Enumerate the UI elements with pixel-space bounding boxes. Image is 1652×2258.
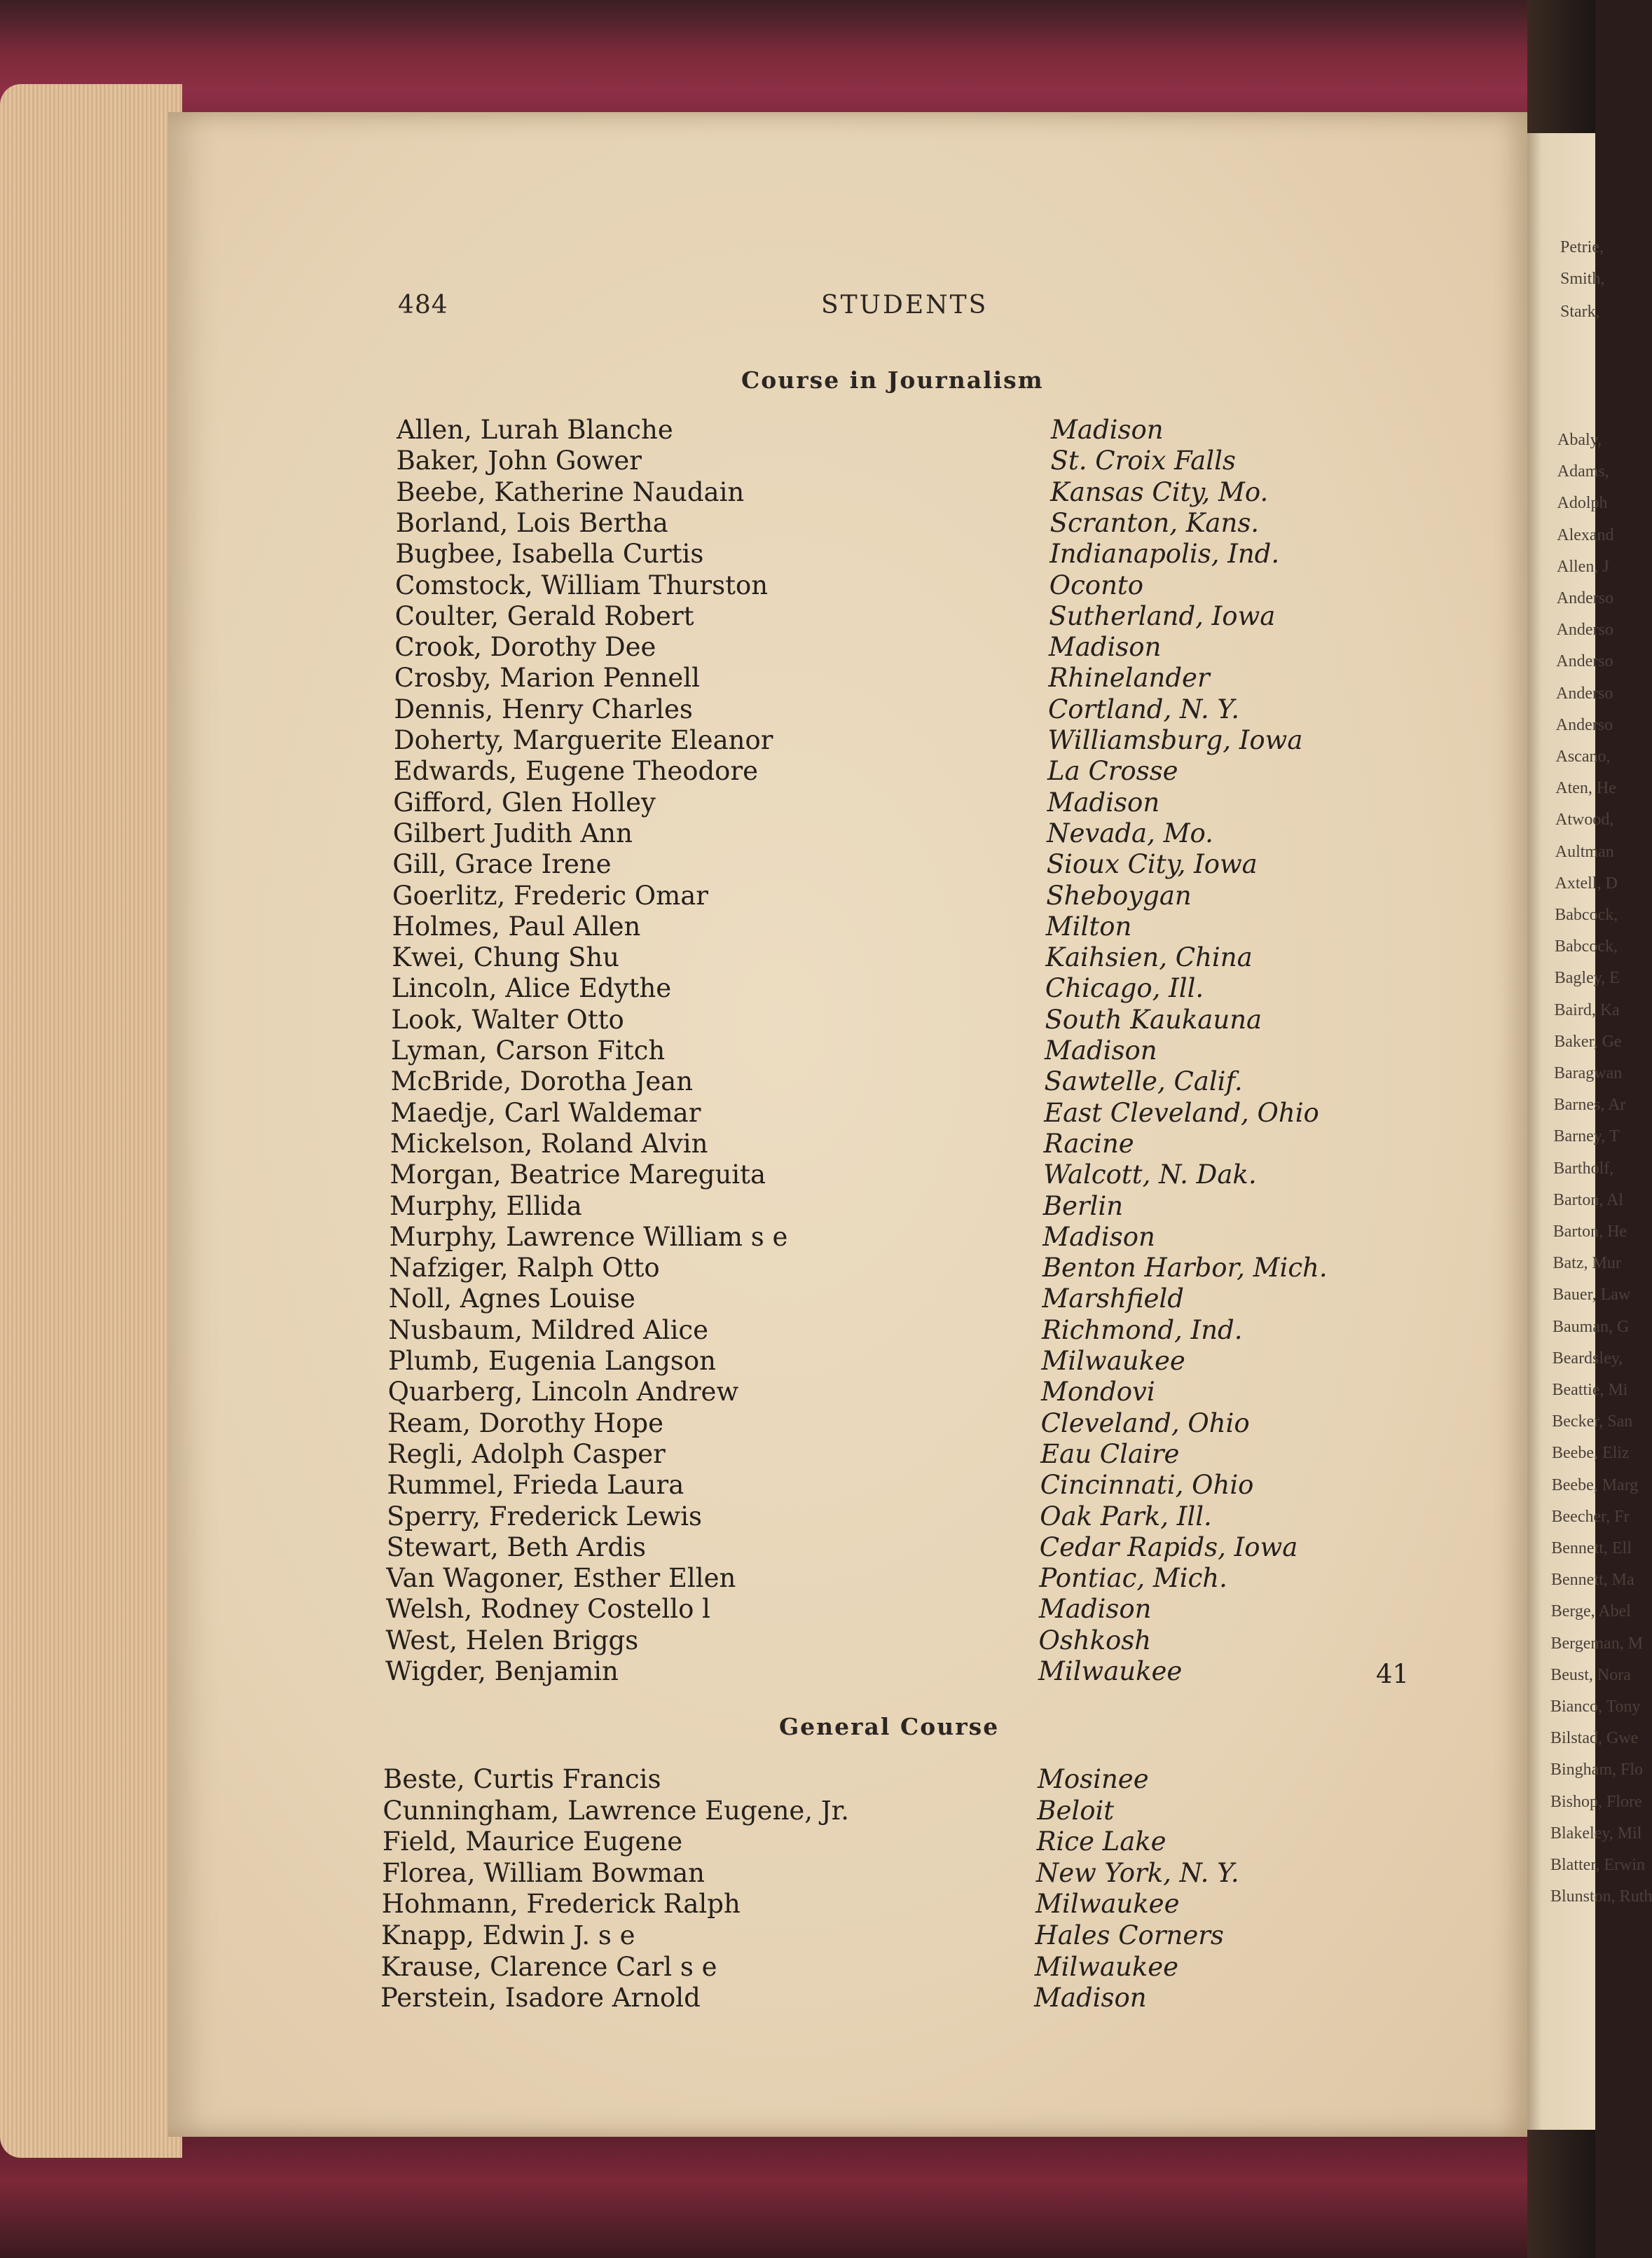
adjacent-page-fragment: Anderso [1555,715,1613,734]
student-name: Rummel, Frieda Laura [387,1470,684,1501]
adjacent-page-fragment: Ascano, [1555,748,1611,766]
student-name: Quarberg, Lincoln Andrew [387,1377,739,1407]
student-row [0,1407,1250,1440]
student-row [0,632,1162,664]
adjacent-page-fragment: Beardsley, [1552,1349,1623,1368]
adjacent-page-fragment: Smith, [1560,270,1605,288]
student-hometown: Madison [1051,415,1164,445]
adjacent-page-fragment: Aten, He [1555,779,1616,798]
student-hometown: Sheboygan [1046,880,1192,911]
adjacent-page-fragment: Barney, T [1553,1127,1620,1146]
student-name: Cunningham, Lawrence Eugene, Jr. [383,1795,850,1826]
student-hometown: South Kaukauna [1045,1004,1262,1035]
student-name: Coulter, Gerald Robert [394,600,694,631]
student-row [0,1097,1319,1130]
adjacent-page-fragment: Adams, [1557,462,1609,481]
adjacent-page-fragment: Bilstad, Gwe [1550,1729,1639,1748]
student-name: Morgan, Beatrice Mareguita [390,1159,766,1190]
student-row [0,1795,1115,1828]
adjacent-page-fragment: Blakeley, Mil [1550,1824,1642,1843]
student-name: Bugbee, Isabella Curtis [395,539,704,570]
student-name: Mickelson, Roland Alvin [390,1128,708,1159]
student-name: Ream, Dorothy Hope [387,1407,663,1438]
student-hometown: Cleveland, Ohio [1040,1407,1250,1438]
adjacent-page-fragment: Allen, J [1557,557,1609,576]
adjacent-page-fragment: Babcock, [1555,906,1618,924]
page-title: STUDENTS [821,291,989,319]
student-hometown: Marshfield [1042,1283,1184,1314]
student-row [0,818,1213,851]
student-row [0,1283,1184,1316]
student-hometown: Mosinee [1038,1764,1149,1794]
student-hometown: Madison [1048,632,1162,663]
student-hometown: Hales Corners [1035,1920,1224,1950]
student-row [0,1983,1147,2015]
student-name: Nafziger, Ralph Otto [389,1253,660,1283]
student-row [0,725,1303,757]
student-name: Florea, William Bowman [382,1857,705,1888]
adjacent-page-fragment: Bauer, Law [1553,1286,1631,1304]
student-name: Dennis, Henry Charles [394,694,693,724]
student-name: McBride, Dorotha Jean [390,1066,694,1097]
student-hometown: New York, N. Y. [1035,1857,1239,1888]
student-name: Hohmann, Frederick Ralph [381,1889,741,1920]
student-hometown: Madison [1038,1594,1152,1625]
adjacent-page-fragment: Bartholf, [1553,1159,1614,1178]
student-row [0,1531,1298,1564]
student-name: Baker, John Gower [396,446,642,476]
student-row [0,476,1269,509]
adjacent-page-fragment: Barton, Al [1553,1190,1623,1209]
adjacent-page-fragment: Blunston, Ruth [1550,1887,1652,1906]
student-hometown: Madison [1045,1035,1157,1066]
student-name: Nusbaum, Mildred Alice [388,1314,709,1345]
adjacent-page-fragment: Bingham, Flo [1550,1761,1644,1779]
student-name: Noll, Agnes Louise [388,1283,635,1314]
student-row [0,1346,1185,1378]
student-row [0,1889,1180,1921]
student-row [0,1951,1179,1984]
student-row [0,1656,1183,1688]
adjacent-page-fragment: Anderso [1556,621,1613,640]
adjacent-page-fragment: Aultman [1555,842,1614,861]
student-hometown: Cortland, N. Y. [1047,694,1239,724]
student-name: Holmes, Paul Allen [392,911,641,942]
adjacent-page-fragment: Berge, Abel [1550,1602,1631,1621]
student-name: Knapp, Edwin J. s e [381,1920,635,1950]
student-row [0,942,1253,975]
student-hometown: Cincinnati, Ohio [1040,1470,1254,1501]
student-hometown: Milwaukee [1035,1889,1180,1920]
adjacent-page-fragment: Beust, Nora [1550,1665,1631,1684]
student-row [0,446,1236,478]
student-hometown: Milwaukee [1034,1951,1179,1982]
adjacent-page-fragment: Abaly, [1557,431,1602,449]
student-name: Lincoln, Alice Edythe [391,973,672,1004]
student-hometown: Milwaukee [1038,1656,1183,1686]
student-hometown: Oak Park, Ill. [1040,1501,1212,1531]
student-hometown: Oconto [1049,570,1144,600]
student-row [0,1501,1212,1534]
student-row [0,1920,1224,1953]
student-row [0,570,1144,603]
student-hometown: Walcott, N. Dak. [1043,1159,1257,1190]
student-row [0,1857,1239,1890]
student-hometown: Benton Harbor, Mich. [1042,1253,1328,1283]
student-hometown: Cedar Rapids, Iowa [1039,1531,1298,1562]
adjacent-page-fragment: Blatter, Erwin [1550,1856,1645,1874]
student-name: Crook, Dorothy Dee [394,632,656,663]
student-row [0,1826,1166,1859]
student-row [0,787,1160,820]
student-row [0,663,1210,695]
adjacent-page-fragment: Bagley, E [1554,969,1620,988]
student-hometown: Oshkosh [1038,1625,1152,1655]
student-name: Look, Walter Otto [391,1004,624,1035]
student-name: Goerlitz, Frederic Omar [392,880,708,911]
student-row [0,1470,1254,1502]
student-hometown: Madison [1042,1221,1155,1252]
adjacent-page-fragment: Anderso [1556,684,1613,703]
adjacent-page-fragment: Stark, [1560,303,1600,321]
book-cover-cloth-bottom [0,2130,1595,2258]
adjacent-page-fragment: Anderso [1556,589,1614,607]
student-hometown: Rice Lake [1036,1826,1166,1857]
student-name: Welsh, Rodney Costello l [385,1594,710,1625]
adjacent-page-fragment: Bennett, Ell [1551,1539,1632,1557]
student-row [0,1314,1243,1347]
adjacent-page-fragment: Baker, Ge [1554,1032,1622,1051]
student-name: Beste, Curtis Francis [383,1764,661,1794]
adjacent-page-fragment: Baird, Ka [1554,1000,1620,1019]
student-row [0,1764,1149,1796]
section-heading-journalism: Course in Journalism [741,366,1044,394]
student-hometown: Indianapolis, Ind. [1049,539,1280,570]
student-name: Edwards, Eugene Theodore [393,756,759,787]
student-row [0,1004,1262,1037]
student-hometown: St. Croix Falls [1050,446,1236,476]
adjacent-page-fragment: Bennett, Ma [1551,1571,1634,1590]
adjacent-page-fragment: Alexand [1557,525,1614,544]
student-hometown: Berlin [1042,1190,1124,1221]
student-hometown: Madison [1047,787,1160,818]
adjacent-page-sliver [1524,133,1652,2130]
section-heading-general: General Course [779,1713,1000,1740]
student-name: Regli, Adolph Casper [387,1438,666,1469]
adjacent-page-fragment: Barton, He [1553,1223,1627,1241]
section-total-count: 41 [1376,1659,1410,1689]
student-name: Gill, Grace Irene [392,849,612,880]
student-row [0,600,1276,633]
student-name: Krause, Clarence Carl s e [380,1951,717,1982]
adjacent-page-fragment: Bauman, G [1553,1317,1630,1336]
student-hometown: Richmond, Ind. [1041,1314,1243,1345]
student-hometown: Sawtelle, Calif. [1044,1066,1243,1097]
student-name: Murphy, Lawrence William s e [389,1221,788,1252]
student-hometown: Beloit [1037,1795,1115,1826]
adjacent-page-fragment: Axtell, D [1555,874,1618,893]
page-number: 484 [398,291,448,319]
adjacent-page-fragment: Beattie, Mi [1552,1381,1628,1399]
student-row [0,1035,1157,1068]
student-hometown: Sioux City, Iowa [1046,849,1258,880]
student-name: Field, Maurice Eugene [382,1826,683,1857]
student-hometown: Kaihsien, China [1045,942,1253,973]
student-hometown: Madison [1034,1983,1147,2013]
student-name: Gifford, Glen Holley [393,787,656,818]
adjacent-page-fragment: Becker, San [1552,1412,1633,1431]
student-hometown: Pontiac, Mich. [1039,1563,1227,1594]
student-row [0,1221,1155,1254]
student-row [0,973,1204,1005]
adjacent-page-fragment: Baragwan [1554,1064,1623,1082]
adjacent-page-fragment: Babcock, [1555,937,1618,956]
student-hometown: Nevada, Mo. [1047,818,1213,848]
student-name: Murphy, Ellida [390,1190,582,1221]
adjacent-page-fragment: Beebe, Eliz [1552,1444,1630,1463]
adjacent-page-fragment: Batz, Mur [1553,1254,1621,1273]
student-row [0,415,1164,447]
student-name: Kwei, Chung Shu [392,942,620,973]
student-name: Stewart, Beth Ardis [386,1531,646,1562]
student-name: Maedje, Carl Waldemar [390,1097,701,1128]
student-hometown: La Crosse [1047,756,1178,787]
adjacent-page-fragment: Atwood, [1555,811,1614,829]
student-name: Beebe, Katherine Naudain [396,476,745,507]
student-name: Allen, Lurah Blanche [397,415,673,445]
student-row [0,539,1280,571]
adjacent-page-fragment: Barnes, Ar [1553,1096,1626,1115]
student-hometown: Eau Claire [1040,1438,1180,1469]
student-name: Van Wagoner, Esther Ellen [386,1563,736,1594]
student-row [0,1190,1124,1223]
student-name: Perstein, Isadore Arnold [380,1983,701,2013]
student-hometown: Mondovi [1041,1377,1155,1407]
student-name: Gilbert Judith Ann [392,818,633,848]
student-name: Borland, Lois Bertha [395,507,668,538]
student-hometown: Chicago, Ill. [1045,973,1204,1004]
adjacent-page-fragment: Anderso [1556,652,1613,671]
student-hometown: Kansas City, Mo. [1050,476,1269,507]
student-name: Plumb, Eugenia Langson [388,1346,716,1376]
student-name: Wigder, Benjamin [385,1656,619,1686]
student-row [0,1066,1243,1099]
student-row [0,1438,1180,1471]
student-name: Crosby, Marion Pennell [394,663,700,694]
student-row [0,1253,1328,1285]
student-row [0,694,1239,727]
student-hometown: Milton [1045,911,1132,942]
student-hometown: Sutherland, Iowa [1049,600,1276,631]
student-row [0,1625,1152,1658]
student-hometown: Rhinelander [1048,663,1210,694]
student-hometown: Williamsburg, Iowa [1047,725,1303,755]
student-name: Sperry, Frederick Lewis [387,1501,703,1531]
student-name: Comstock, William Thurston [395,570,769,600]
student-hometown: Scranton, Kans. [1049,507,1260,538]
student-row [0,1594,1152,1626]
student-name: Doherty, Marguerite Eleanor [394,725,773,755]
adjacent-page-fragment: Adolph [1557,494,1608,513]
student-row [0,1128,1134,1161]
student-hometown: Milwaukee [1041,1346,1185,1376]
student-row [0,1563,1227,1595]
student-row [0,849,1258,881]
student-row [0,911,1132,944]
adjacent-page-fragment: Petrie, [1560,238,1604,256]
adjacent-page-fragment: Beebe, Marg [1551,1475,1639,1494]
student-hometown: East Cleveland, Ohio [1044,1097,1319,1128]
student-hometown: Racine [1043,1128,1134,1159]
student-name: Lyman, Carson Fitch [391,1035,666,1066]
student-row [0,1377,1155,1409]
student-row [0,756,1178,788]
adjacent-page-fragment: Bishop, Flore [1550,1792,1642,1811]
adjacent-page-fragment: Bianco, Tony [1550,1698,1641,1716]
adjacent-page-fragment: Beecher, Fr [1551,1507,1630,1526]
student-name: West, Helen Briggs [385,1625,639,1655]
adjacent-page-fragment: Bergeman, M [1550,1634,1644,1653]
student-row [0,880,1192,913]
student-row [0,1159,1257,1192]
student-row [0,507,1260,540]
